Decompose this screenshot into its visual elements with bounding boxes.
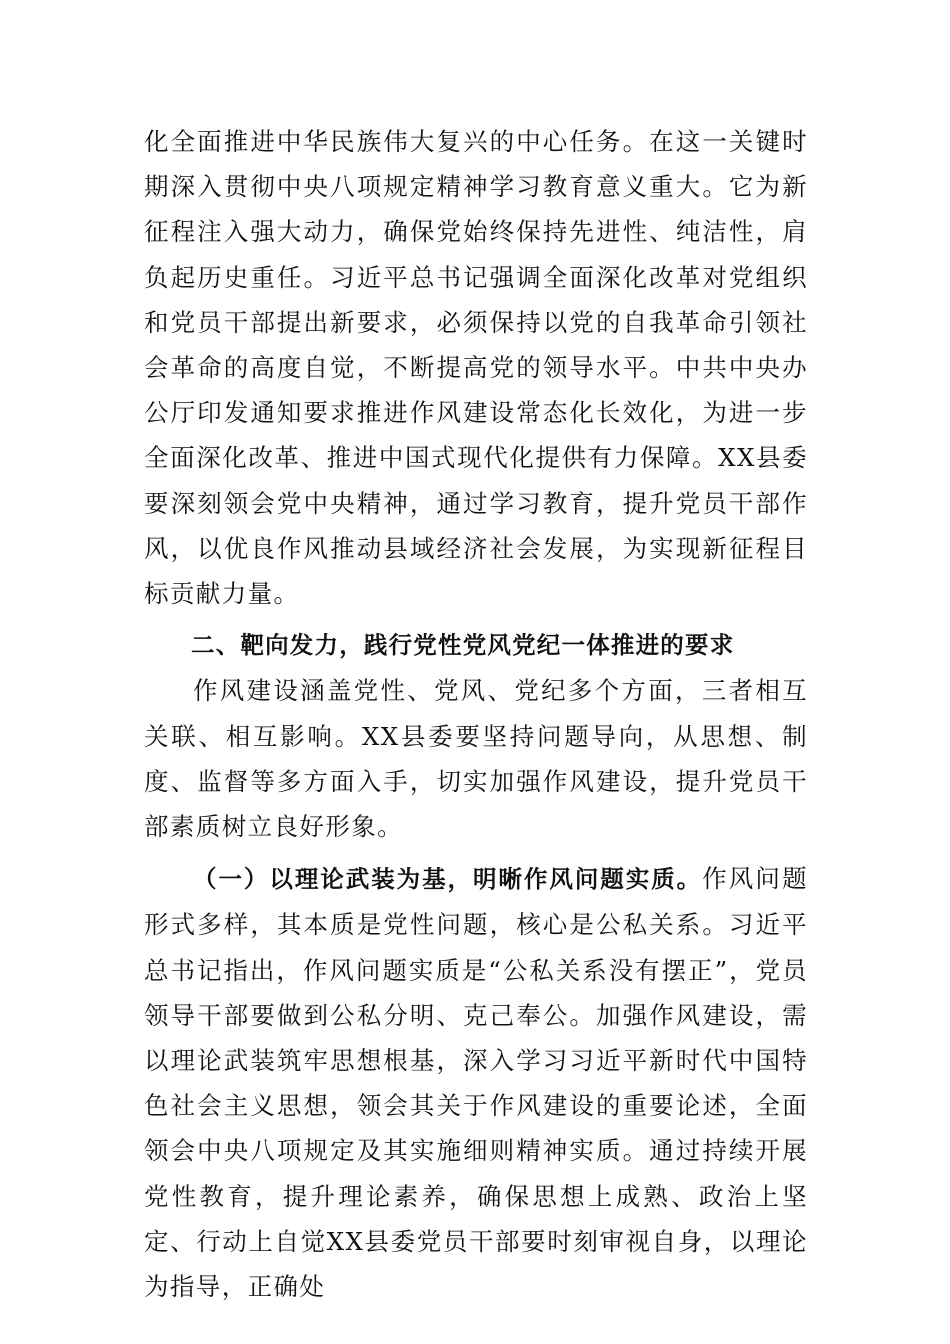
- paragraph-3-body: 作风问题形式多样，其本质是党性问题，核心是公私关系。习近平总书记指出，作风问题实质是“公私关系没有摆正”，党员领导干部要做到公私分明、克己奉公。加强作风建设，需以理论武装筑牢思想根基，深入学习习近平新时代中国特色社会主义思想，领会其关于作风建设的重要论述，全面领会中央八项规定及其实施细则精神实质。通过持续开展党性教育，提升理论素养，确保思想上成熟、政治上坚定、行动上自觉XX县委党员干部要时刻审视自身，以理论为指导，正确处: [144, 864, 808, 1302]
- subsection-heading: （一）以理论武装为基，明晰作风问题实质。: [193, 865, 703, 894]
- paragraph-1: 化全面推进中华民族伟大复兴的中心任务。在这一关键时期深入贯彻中央八项规定精神学习教育意义重大。它为新征程注入强大动力，确保党始终保持先进性、纯洁性，肩负起历史重任。习近平总书记强调全面深化改革对党组织和党员干部提出新要求，必须保持以党的自我革命引领社会革命的高度自觉，不断提高党的领导水平。中共中央办公厅印发通知要求推进作风建设常态化长效化，为进一步全面深化改革、推进中国式现代化提供有力保障。XX县委要深刻领会党中央精神，通过学习教育，提升党员干部作风，以优良作风推动县域经济社会发展，为实现新征程目标贡献力量。: [144, 127, 808, 609]
- paragraph-3: [144, 856, 808, 1309]
- paragraph-2: 作风建设涵盖党性、党风、党纪多个方面，三者相互关联、相互影响。XX县委要坚持问题导向，从思想、制度、监督等多方面入手，切实加强作风建设，提升党员干部素质树立良好形象。: [144, 676, 808, 842]
- document-body: [144, 119, 808, 1309]
- section-heading: 二、靶向发力，践行党性党风党纪一体推进的要求: [191, 631, 735, 660]
